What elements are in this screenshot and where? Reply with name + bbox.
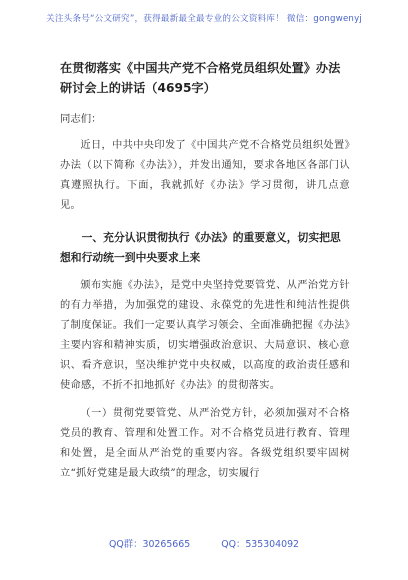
paragraph-intro: 近日，中共中央印发了《中国共产党不合格党员组织处置》办法（以下简称《办法》），并发出通知，要求各地区各部门认真遵照执行。下面，我就抓好《办法》学习贯彻，讲几点意见。 [60,140,350,211]
header-note: 关注头条号“公文研究”，获得最新最全最专业的公文资料库！ 微信：gongwenyj [46,14,362,24]
document-body [60,58,350,484]
section-heading-1: 一、充分认识贯彻执行《办法》的重要意义，切实把思想和行动统一到中央要求上来 [60,231,341,264]
document-title: 在贯彻落实《中国共产党不合格党员组织处置》办法研讨会上的讲话（4695字） [60,61,341,95]
paragraph-point-1: （一）贯彻党要管党、从严治党方针，必须加强对不合格党员的教育、管理和处置工作。对不合格党员进行教育、管理和处置，是全面从严治党的重要内容。各级党组织要牢固树立“抓好党建是最大政绩”的理念，切实履行 [60,408,350,479]
qq-group-number: QQ群：30265665 [108,539,191,550]
footer-note [0,536,408,550]
paragraph-significance: 颁布实施《办法》，是党中央坚持党要管党、从严治党方针的有力举措，为加强党的建设、永葆党的先进性和纯洁性提供了制度保证。我们一定要认真学习领会、全面准确把握《办法》主要内容和精神实质，切实增强政治意识、大局意识、核心意识、看齐意识，坚决维护党中央权威，以高度的政治责任感和使命感，不折不扣地抓好《办法》的贯彻落实。 [60,280,350,391]
qq-number: QQ：535304092 [221,539,300,550]
greeting: 同志们： [60,113,102,125]
